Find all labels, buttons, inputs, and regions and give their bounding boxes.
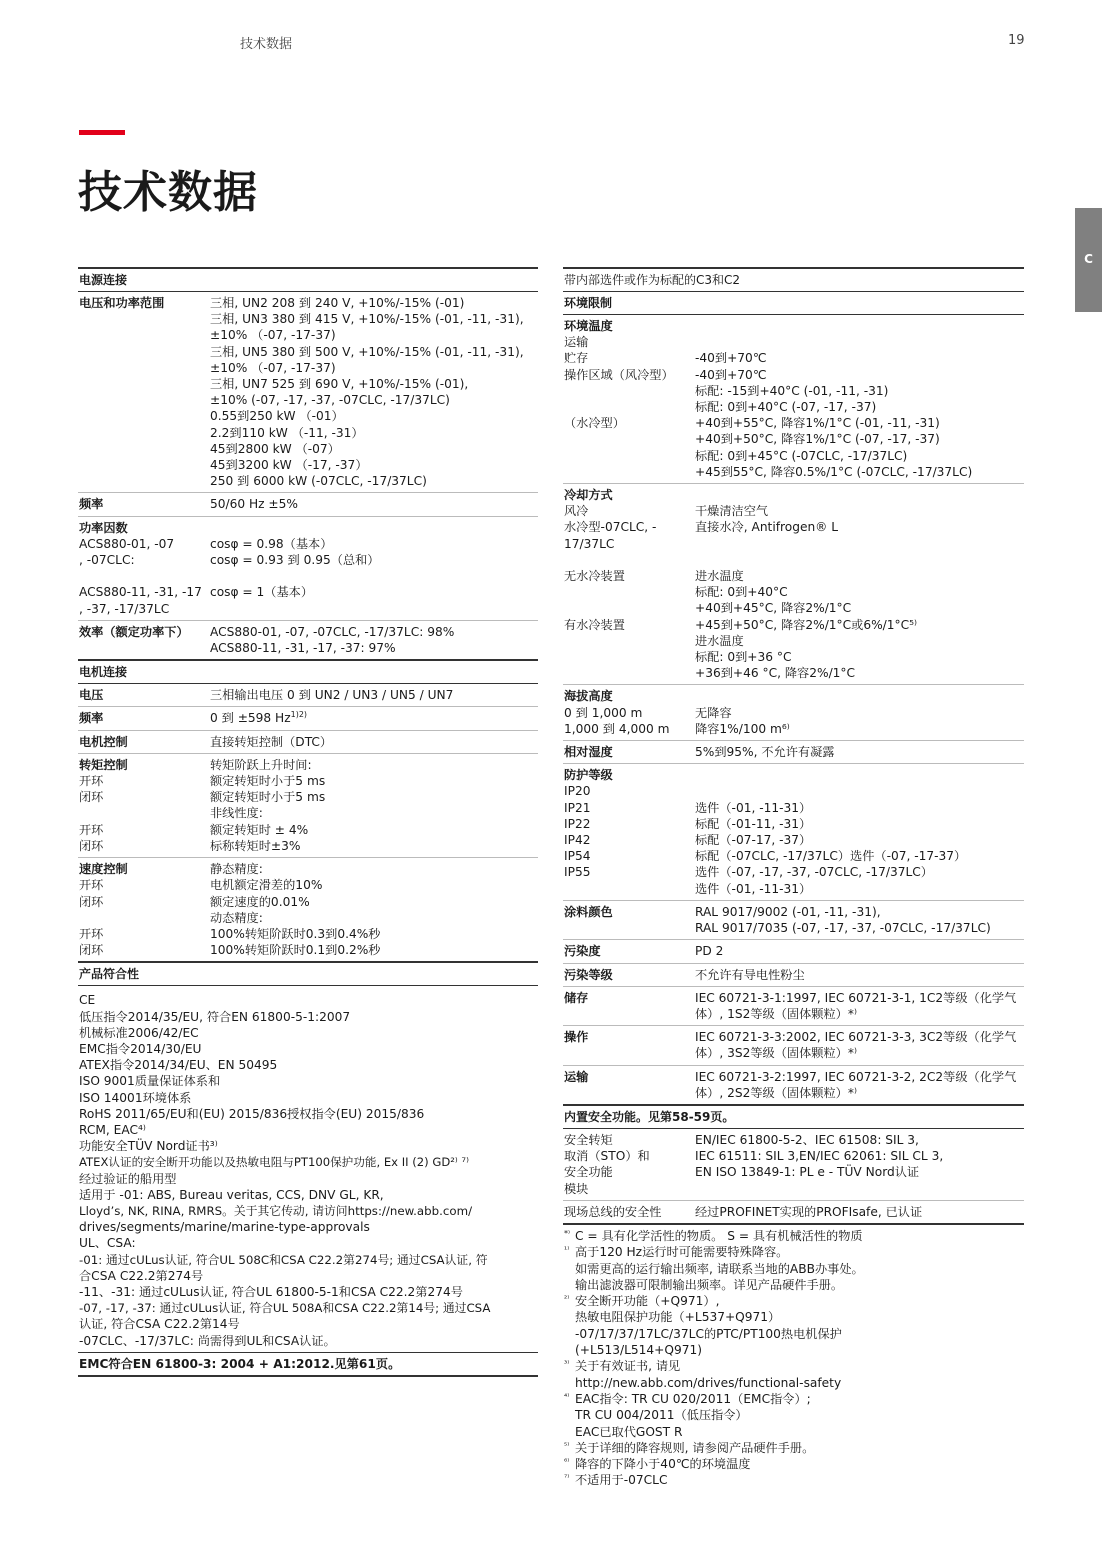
- safety-row-label: 取消（STO）和: [564, 1149, 650, 1164]
- cooling-row-label: 风冷: [564, 504, 589, 519]
- storage-label: 储存: [564, 990, 589, 1005]
- voltage-line: 2.2到110 kW （-11, -31）: [210, 425, 364, 440]
- efficiency-row: [78, 621, 538, 660]
- pollution-degree-label: 污染度: [564, 944, 601, 959]
- ambient-row-value: +40到+50°C, 降容1%/1°C (-07, -17, -37): [695, 432, 940, 447]
- motor-frequency-row: [78, 707, 538, 730]
- compliance-line: 合CSA C22.2第274号: [79, 1268, 204, 1283]
- compliance-line: Lloyd’s, NK, RINA, RMRS。关于其它传动, 请访问https://new.abb.com/: [79, 1203, 473, 1218]
- torque-row-label: 闭环: [79, 790, 104, 805]
- footnote-text: C = 具有化学活性的物质。 S = 具有机械活性的物质: [575, 1228, 863, 1243]
- transport-line: IEC 60721-3-2:1997, IEC 60721-3-2, 2C2等级（化学气: [695, 1069, 1017, 1084]
- voltage-row: [78, 292, 538, 493]
- footnote: [564, 1440, 1024, 1456]
- cooling-row-value: +40到+45°C, 降容2%/1°C: [695, 601, 852, 616]
- voltage-line: 三相, UN5 380 到 500 V, +10%/-15% (-01, -11, -31),: [210, 344, 524, 359]
- power-section-heading: 电源连接: [78, 267, 538, 292]
- protection-row-value: 标配（-07CLC, -17/37LC）选件（-07, -17-37）: [695, 849, 967, 864]
- safety-row-label: 安全转矩: [564, 1132, 613, 1147]
- fieldbus-value: 经过PROFINET实现的PROFIsafe, 已认证: [695, 1204, 923, 1219]
- cooling-row-value: 标配: 0到+36 °C: [695, 650, 792, 665]
- title-accent-bar: [79, 130, 125, 135]
- operation-line: 体）, 3S2等级（固体颗粒）*⁾: [695, 1046, 857, 1061]
- pf-model-label: , -07CLC:: [79, 553, 135, 568]
- footnote: [564, 1228, 1024, 1244]
- speed-control-label: 速度控制: [79, 862, 128, 877]
- torque-control-label: 转矩控制: [79, 757, 128, 772]
- torque-control-row: [78, 754, 538, 858]
- protection-row-label: [563, 881, 695, 897]
- torque-row-label: [78, 757, 210, 773]
- pf-value: cosφ = 0.93 到 0.95（总和）: [210, 553, 380, 568]
- speed-row-value: 100%转矩阶跃时0.3到0.4%秒: [210, 926, 381, 941]
- pf-value: [210, 601, 538, 617]
- voltage-line: 三相, UN2 208 到 240 V, +10%/-15% (-01): [210, 296, 465, 310]
- cooling-row-value: 进水温度: [695, 569, 744, 584]
- paint-label: 涂料颜色: [564, 904, 613, 919]
- compliance-section-heading: 产品符合性: [78, 962, 538, 986]
- torque-row-value: 额定转矩时小于5 ms: [210, 774, 326, 789]
- footnote-text: 降容的下降小于40℃的环境温度: [575, 1457, 751, 1472]
- transport-label: 运输: [564, 1069, 589, 1084]
- voltage-line: 三相, UN7 525 到 690 V, +10%/-15% (-01),: [210, 377, 469, 392]
- cooling-row-value: 直接水冷, Antifrogen® L: [695, 520, 839, 535]
- motor-control-value: 直接转矩控制（DTC）: [210, 734, 333, 749]
- motor-control-label: 电机控制: [79, 734, 128, 749]
- efficiency-line: ACS880-01, -07, -07CLC, -17/37LC: 98%: [210, 624, 455, 639]
- cooling-row-label: [563, 600, 695, 616]
- speed-row-value: 静态精度:: [210, 862, 263, 877]
- torque-row-value: 额定转矩时 ± 4%: [210, 822, 309, 837]
- footnote-text: TR CU 004/2011（低压指令）: [575, 1408, 748, 1423]
- intro-note: 带内部选件或作为标配的C3和C2: [563, 267, 1024, 292]
- speed-control-row: [78, 858, 538, 962]
- compliance-line: 认证, 符合CSA C22.2第14号: [79, 1317, 240, 1332]
- footnote-text: 高于120 Hz运行时可能需要特殊降容。: [575, 1245, 789, 1260]
- protection-row-value: 选件（-07, -17, -37, -07CLC, -17/37LC）: [695, 865, 933, 880]
- protection-row-label: IP21: [564, 800, 591, 815]
- motor-voltage-value: 三相输出电压 0 到 UN2 / UN3 / UN5 / UN7: [210, 688, 454, 703]
- fieldbus-label: 现场总线的安全性: [564, 1204, 662, 1219]
- altitude-label: 海拔高度: [564, 689, 613, 704]
- speed-row-label: 闭环: [79, 943, 104, 958]
- section-tab[interactable]: [1075, 208, 1102, 312]
- ambient-row-value: -40到+70℃: [695, 351, 767, 366]
- voltage-line: 0.55到250 kW （-01）: [210, 409, 344, 424]
- altitude-row-value: 降容1%/100 m⁶⁾: [695, 721, 790, 736]
- safety-row-value: [695, 1181, 1024, 1197]
- footnote-text: 不适用于-07CLC: [575, 1473, 668, 1488]
- transport-row: [563, 1066, 1024, 1105]
- voltage-values: [210, 295, 538, 489]
- protection-row-value: 标配（-07-17, -37）: [695, 833, 812, 848]
- cooling-row-label: 17/37LC: [564, 536, 615, 551]
- running-title: 技术数据: [240, 37, 293, 52]
- paint-line: RAL 9017/7035 (-07, -17, -37, -07CLC, -17/37LC): [695, 921, 991, 936]
- pf-model-label: ACS880-11, -31, -17: [79, 585, 202, 600]
- voltage-line: ±10% （-07, -17-37): [210, 360, 336, 375]
- ambient-row-value: +45到55°C, 降容0.5%/1°C (-07CLC, -17/37LC): [695, 464, 973, 479]
- compliance-list: [78, 986, 538, 1352]
- footnote-mark: ³⁾: [564, 1359, 570, 1369]
- compliance-line: -07CLC、-17/37LC: 尚需得到UL和CSA认证。: [79, 1333, 336, 1348]
- torque-row-value: 转矩阶跃上升时间:: [210, 757, 312, 772]
- compliance-line: -11、-31: 通过cULus认证, 符合UL 61800-5-1和CSA C22.2第274号: [79, 1284, 463, 1299]
- safety-row-value: IEC 61511: SIL 3,EN/IEC 62061: SIL CL 3,: [695, 1149, 944, 1164]
- safety-row-value: EN ISO 13849-1: PL e - TÜV Nord认证: [695, 1165, 920, 1180]
- protection-label: 防护等级: [564, 768, 613, 783]
- pf-model-label: ACS880-01, -07: [79, 536, 175, 551]
- safety-row-label: 安全功能: [564, 1165, 613, 1180]
- cooling-row-value: +45到+50°C, 降容2%/1°C或6%/1°C⁵⁾: [695, 617, 918, 632]
- left-column: [78, 267, 538, 1377]
- compliance-line: drives/segments/marine/marine-type-approvals: [79, 1220, 370, 1235]
- footnote-text: 关于有效证书, 请见: [575, 1359, 681, 1374]
- footnote-text: 安全断开功能（+Q971）,: [575, 1294, 720, 1309]
- protection-row-label: IP20: [564, 784, 591, 799]
- altitude-row-label: 0 到 1,000 m: [564, 705, 643, 720]
- operation-row: [563, 1026, 1024, 1065]
- footnote-mark: ⁴⁾: [564, 1391, 570, 1401]
- storage-row: [563, 987, 1024, 1026]
- compliance-line: ISO 9001质量保证体系和: [79, 1074, 221, 1089]
- cooling-row-label: 水冷型-07CLC, -: [564, 520, 657, 535]
- motor-frequency-value: 0 到 ±598 Hz: [210, 711, 291, 726]
- ambient-row-value: +40到+55°C, 降容1%/1°C (-01, -11, -31): [695, 416, 940, 431]
- compliance-line: EMC指令2014/30/EU: [79, 1041, 202, 1056]
- footnotes: [563, 1225, 1024, 1489]
- storage-line: 体）, 1S2等级（固体颗粒）*⁾: [695, 1006, 857, 1021]
- safety-row-value: EN/IEC 61800-5-2、IEC 61508: SIL 3,: [695, 1132, 919, 1147]
- frequency-row: [78, 493, 538, 516]
- fieldbus-row: [563, 1201, 1024, 1225]
- ambient-row-value: 标配: 0到+45°C (-07CLC, -17/37LC): [695, 448, 908, 463]
- pollution-class-row: [563, 964, 1024, 987]
- footnote-mark: ⁵⁾: [564, 1440, 570, 1450]
- protection-row-label: IP55: [564, 865, 591, 880]
- ambient-row-label: [563, 399, 695, 415]
- altitude-row-label: 1,000 到 4,000 m: [564, 721, 670, 736]
- power-factor-label: 功率因数: [79, 520, 128, 535]
- operation-line: IEC 60721-3-3:2002, IEC 60721-3-3, 3C2等级（化学气: [695, 1030, 1017, 1045]
- voltage-line: 45到3200 kW （-17, -37）: [210, 458, 368, 473]
- speed-row-label: 开环: [79, 926, 104, 941]
- pollution-class-value: 不允许有导电性粉尘: [695, 967, 805, 982]
- torque-row-label: 开环: [79, 774, 104, 789]
- pollution-degree-value: PD 2: [695, 944, 724, 959]
- cooling-row: [563, 484, 1024, 685]
- motor-section-heading: 电机连接: [78, 660, 538, 684]
- speed-row-label: 开环: [79, 878, 104, 893]
- torque-row-value: 非线性度:: [210, 806, 263, 821]
- footnote-link[interactable]: http://new.abb.com/drives/functional-safety: [575, 1375, 842, 1390]
- emc-line: EMC符合EN 61800-3: 2004 + A1:2012.见第61页。: [78, 1353, 538, 1377]
- ambient-row-value: -40到+70℃: [695, 367, 767, 382]
- torque-row-label: 开环: [79, 822, 104, 837]
- footnote: [564, 1244, 1024, 1260]
- frequency-label: 频率: [79, 497, 104, 512]
- footnote-text: 热敏电阻保护功能（+L537+Q971）: [575, 1310, 781, 1325]
- operation-label: 操作: [564, 1030, 589, 1045]
- pf-model-label: , -37, -17/37LC: [79, 601, 170, 616]
- torque-row-label: 闭环: [79, 838, 104, 853]
- efficiency-label: 效率（额定功率下）: [79, 624, 189, 639]
- compliance-line: ATEX认证的安全断开功能以及热敏电阻与PT100保护功能, Ex II (2) GD²⁾ ⁷⁾: [79, 1155, 469, 1170]
- ambient-row-label: （水冷型）: [564, 416, 625, 431]
- altitude-row: [563, 685, 1024, 741]
- ambient-row-label: 操作区域（风冷型）: [564, 367, 674, 382]
- safety-row-label: 模块: [564, 1181, 589, 1196]
- footnote: [564, 1293, 1024, 1309]
- motor-frequency-label: 频率: [79, 711, 104, 726]
- footnote-mark: ⁷⁾: [564, 1473, 570, 1483]
- paint-line: RAL 9017/9002 (-01, -11, -31),: [695, 904, 881, 919]
- protection-row-value: [695, 783, 1024, 799]
- speed-row-value: 动态精度:: [210, 910, 263, 925]
- torque-row-label: [78, 805, 210, 821]
- protection-row-label: IP22: [564, 816, 591, 831]
- efficiency-line: ACS880-11, -31, -17, -37: 97%: [210, 641, 396, 656]
- footnote-mark: ¹⁾: [564, 1245, 570, 1255]
- footnote-text: (+L513/L514+Q971): [575, 1343, 702, 1358]
- speed-row-value: 100%转矩阶跃时0.1到0.2%秒: [210, 943, 381, 958]
- humidity-row: [563, 741, 1024, 764]
- protection-row: [563, 764, 1024, 901]
- protection-row-value: 选件（-01, -11-31）: [695, 881, 812, 896]
- environment-section-heading: 环境限制: [563, 292, 1024, 315]
- cooling-label: 冷却方式: [564, 488, 613, 503]
- compliance-line: CE: [79, 993, 96, 1008]
- footnote-text: 关于详细的降容规则, 请参阅产品硬件手册。: [575, 1440, 815, 1455]
- cooling-row-label: 有水冷装置: [564, 617, 625, 632]
- speed-row-value: 额定速度的0.01%: [210, 894, 310, 909]
- footnote: [564, 1391, 1024, 1407]
- protection-row-label: IP42: [564, 833, 591, 848]
- voltage-line: 45到2800 kW （-07）: [210, 441, 340, 456]
- safety-section-heading: 内置安全功能。见第58-59页。: [563, 1105, 1024, 1129]
- footnote-text: -07/17/37/17LC/37LC的PTC/PT100热电机保护: [575, 1326, 842, 1341]
- cooling-row-value: 标配: 0到+40°C: [695, 585, 788, 600]
- paint-row: [563, 901, 1024, 940]
- footnote-mark: *⁾: [564, 1228, 570, 1238]
- speed-row-label: 闭环: [79, 894, 104, 909]
- compliance-line: 功能安全TÜV Nord证书³⁾: [79, 1139, 218, 1154]
- footnote: [564, 1358, 1024, 1374]
- speed-row-label: [78, 861, 210, 877]
- footnote-ref: 1)2): [290, 710, 308, 720]
- ambient-label: 环境温度: [564, 319, 613, 333]
- voltage-line: 250 到 6000 kW (-07CLC, -17/37LC): [210, 474, 427, 489]
- transport-line: 体）, 2S2等级（固体颗粒）*⁾: [695, 1085, 857, 1100]
- voltage-line: 三相, UN3 380 到 415 V, +10%/-15% (-01, -11, -31),: [210, 312, 524, 327]
- ambient-row-label: 运输: [564, 335, 589, 350]
- compliance-line: ATEX指令2014/34/EU、EN 50495: [79, 1058, 278, 1073]
- storage-line: IEC 60721-3-1:1997, IEC 60721-3-1, 1C2等级（化学气: [695, 990, 1017, 1005]
- voltage-line: ±10% (-07, -17, -37, -07CLC, -17/37LC): [210, 393, 450, 408]
- power-factor-row: [78, 517, 538, 621]
- motor-voltage-row: [78, 684, 538, 707]
- pf-value: cosφ = 1（基本）: [210, 585, 314, 600]
- humidity-label: 相对湿度: [564, 745, 613, 760]
- compliance-line: -07, -17, -37: 通过cULus认证, 符合UL 508A和CSA C22.2第14号; 通过CSA: [79, 1301, 491, 1316]
- page-title: 技术数据: [78, 167, 258, 218]
- pf-value: cosφ = 0.98（基本）: [210, 536, 333, 551]
- ambient-row-label: [563, 431, 695, 447]
- compliance-line: UL、CSA:: [79, 1236, 136, 1251]
- footnote-text: EAC已取代GOST R: [575, 1424, 683, 1439]
- ambient-row: [563, 315, 1024, 484]
- cooling-row-label: [563, 649, 695, 665]
- compliance-line: 机械标准2006/42/EC: [79, 1025, 199, 1040]
- compliance-line: 低压指令2014/35/EU, 符合EN 61800-5-1:2007: [79, 1009, 351, 1024]
- pollution-degree-row: [563, 940, 1024, 963]
- compliance-line: 经过验证的船用型: [79, 1171, 177, 1186]
- cooling-row-label: [563, 665, 695, 681]
- footnote-text: 输出滤波器可限制输出频率。详见产品硬件手册。: [575, 1277, 844, 1292]
- compliance-line: 适用于 -01: ABS, Bureau veritas, CCS, DNV GL, KR,: [79, 1187, 384, 1202]
- ambient-row-label: [563, 383, 695, 399]
- ambient-row-label: [563, 448, 695, 464]
- voltage-label: 电压和功率范围: [79, 296, 165, 310]
- pollution-class-label: 污染等级: [564, 967, 613, 982]
- footnote: [564, 1472, 1024, 1488]
- page-number: 19: [1008, 33, 1025, 48]
- cooling-row-value: 干燥清洁空气: [695, 504, 769, 519]
- cooling-row-value: +36到+46 °C, 降容2%/1°C: [695, 666, 856, 681]
- ambient-row-value: 标配: -15到+40°C (-01, -11, -31): [695, 383, 889, 398]
- ambient-row-label: 贮存: [564, 351, 589, 366]
- motor-control-row: [78, 731, 538, 754]
- speed-row-value: 电机额定滑差的10%: [210, 878, 323, 893]
- frequency-value: 50/60 Hz ±5%: [210, 497, 298, 512]
- compliance-line: RCM, EAC⁴⁾: [79, 1122, 146, 1137]
- altitude-row-value: 无降容: [695, 705, 732, 720]
- cooling-row-value: 进水温度: [695, 633, 744, 648]
- compliance-line: RoHS 2011/65/EU和(EU) 2015/836授权指令(EU) 2015/836: [79, 1106, 425, 1121]
- humidity-value: 5%到95%, 不允许有凝露: [695, 745, 835, 760]
- ambient-row-label: [563, 464, 695, 480]
- footnote: [564, 1456, 1024, 1472]
- safety-row: [563, 1129, 1024, 1201]
- voltage-line: ±10% （-07, -17-37): [210, 328, 336, 343]
- protection-row-value: 标配（-01-11, -31）: [695, 816, 812, 831]
- compliance-line: ISO 14001环境体系: [79, 1090, 192, 1105]
- ambient-row-value: [695, 334, 1024, 350]
- cooling-row-value: [695, 536, 1024, 552]
- compliance-line: -01: 通过cULus认证, 符合UL 508C和CSA C22.2第274号; 通过CSA认证, 符: [79, 1252, 488, 1267]
- protection-row-value: 选件（-01, -11-31）: [695, 800, 812, 815]
- torque-row-value: 标称转矩时±3%: [210, 838, 301, 853]
- motor-voltage-label: 电压: [79, 688, 104, 703]
- footnote-text: 如需更高的运行输出频率, 请联系当地的ABB办事处。: [575, 1261, 864, 1276]
- footnote-mark: ⁶⁾: [564, 1457, 570, 1467]
- cooling-row-label: [563, 584, 695, 600]
- right-column: [563, 267, 1024, 1489]
- cooling-row-label: [563, 633, 695, 649]
- footnote-text: EAC指令: TR CU 020/2011（EMC指令）;: [575, 1391, 811, 1406]
- section-tab-label: C: [1084, 252, 1093, 266]
- cooling-row-label: 无水冷装置: [564, 569, 625, 584]
- ambient-row-value: 标配: 0到+40°C (-07, -17, -37): [695, 400, 877, 415]
- protection-row-label: IP54: [564, 849, 591, 864]
- torque-row-value: 额定转矩时小于5 ms: [210, 790, 326, 805]
- speed-row-label: [78, 910, 210, 926]
- footnote-mark: ²⁾: [564, 1294, 570, 1304]
